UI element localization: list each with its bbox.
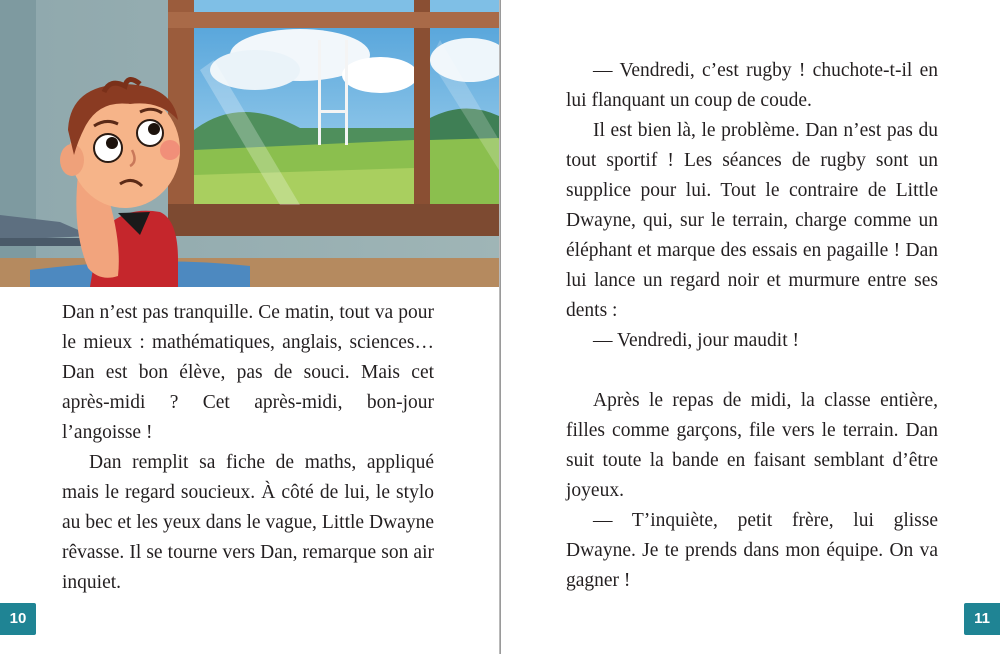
page-number-badge — [964, 603, 1000, 635]
text-line: Dan lui lance un regard noir et murmure — [566, 240, 939, 291]
text-line: suit toute la bande en faisant semblant d’être — [566, 450, 938, 471]
text-line: Dan remplit sa fiche de maths, appliqué — [89, 452, 434, 473]
text-line: va pour le mieux : mathématiques, anglais, — [62, 302, 435, 353]
text-line: supplice pour lui. Tout le contraire de Little — [566, 180, 938, 201]
text-line: filles comme garçons, file vers le terrain. Dan — [566, 420, 938, 441]
text-line: du tout sportif ! Les séances de rugby sont un — [566, 120, 938, 171]
page-number-badge — [0, 603, 36, 635]
text-line: — Vendredi, c’est rugby ! chuchote-t-il — [593, 60, 913, 81]
paragraph — [62, 448, 434, 598]
left-page — [0, 0, 499, 654]
boy-at-window-illustration — [0, 0, 499, 287]
left-page-text — [62, 298, 434, 598]
text-line: — Vendredi, jour maudit ! — [593, 330, 799, 351]
text-line: Mais cet après-midi ? Cet après-midi, bon- — [62, 362, 435, 413]
text-line: rêvasse. Il se tourne vers Dan, remarque son — [62, 542, 409, 563]
text-line: Dwayne, qui, sur le terrain, charge comme — [566, 210, 912, 231]
paragraph-spacer — [566, 356, 938, 386]
paragraph — [566, 386, 938, 506]
text-line: en lui flanquant un coup de coude. — [566, 60, 938, 111]
text-line: va gagner ! — [566, 540, 939, 591]
text-line: sciences… Dan est bon élève, pas de souci. — [62, 332, 435, 383]
text-line: joyeux. — [566, 480, 624, 501]
text-line: un éléphant et marque des essais en pagaille ! — [566, 210, 938, 261]
text-line: au bec et les yeux dans le vague, Little Dwayne — [62, 512, 434, 533]
paragraph — [566, 116, 938, 326]
text-line: jour l’angoisse ! — [62, 392, 434, 443]
paragraph — [566, 506, 938, 596]
text-line: air inquiet. — [62, 542, 434, 593]
page-number: 11 — [974, 610, 990, 627]
paragraph — [566, 326, 938, 356]
text-line: Il est bien là, le problème. Dan n’est pas — [593, 120, 913, 141]
right-page-text — [566, 56, 938, 596]
text-line: — T’inquiète, petit frère, lui glisse — [593, 510, 938, 531]
text-line: mais le regard soucieux. À côté de lui, le stylo — [62, 482, 434, 503]
paragraph — [62, 298, 434, 448]
text-line: Après le repas de midi, la classe entière, — [593, 390, 938, 411]
page-number: 10 — [9, 610, 27, 627]
text-line: Dwayne. Je te prends dans mon équipe. On — [566, 540, 914, 561]
text-line: entre ses dents : — [566, 270, 939, 321]
paragraph — [566, 56, 938, 116]
text-line: Dan n’est pas tranquille. Ce matin, tout — [62, 302, 370, 323]
